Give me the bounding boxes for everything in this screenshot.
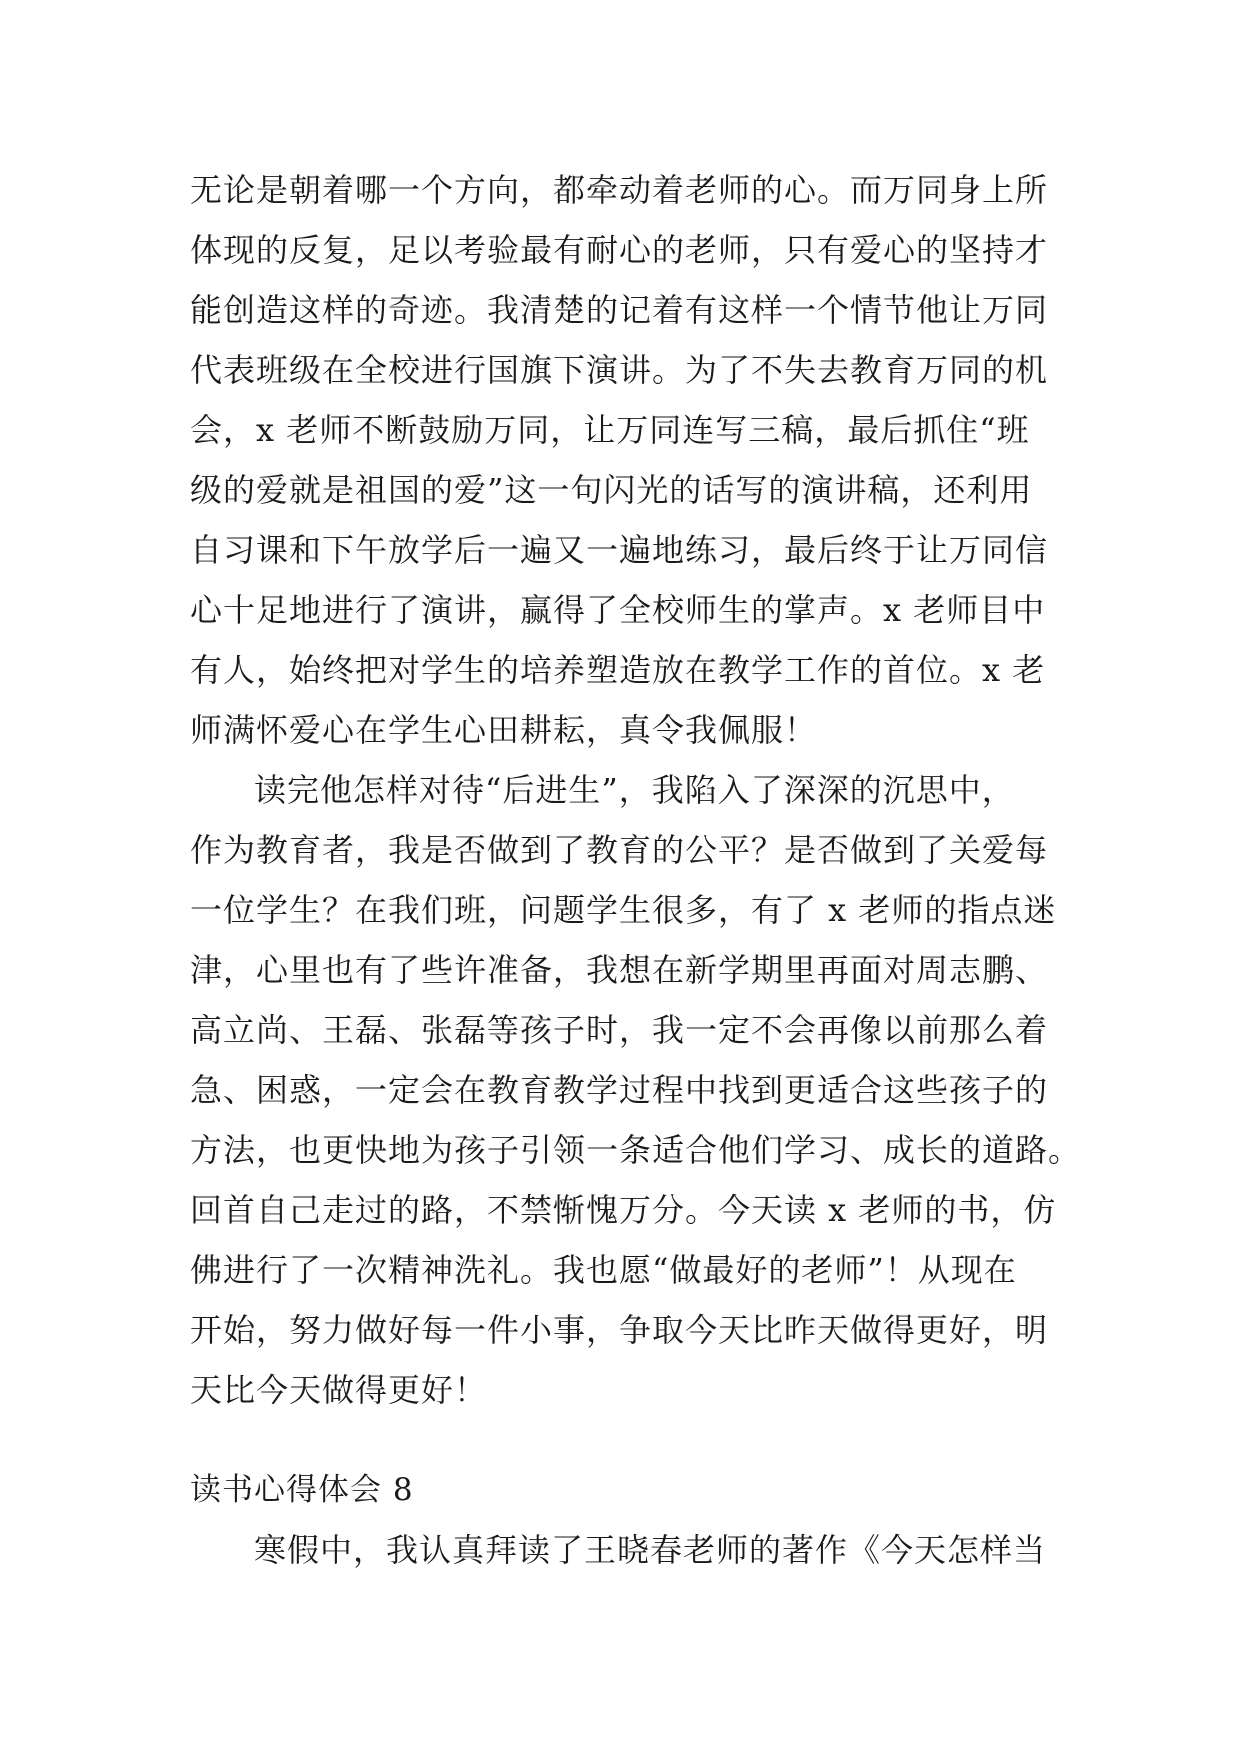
text-line: 开始，努力做好每一件小事，争取今天比昨天做得更好，明 [190,1311,1049,1349]
text-line: 读完他怎样对待“后进生”，我陷入了深深的沉思中， [254,771,1015,809]
text-line: 寒假中，我认真拜读了王晓春老师的著作《今天怎样当 [254,1531,1047,1569]
text-line: 作为教育者，我是否做到了教育的公平？是否做到了关爱每 [190,831,1049,869]
paragraph-2 [190,760,1082,1420]
document-body [190,160,1082,1580]
text-line: 回首自己走过的路，不禁惭愧万分。今天读 x 老师的书，仿 [190,1191,1057,1229]
paragraph-1 [190,160,1060,760]
text-line: 方法，也更快地为孩子引领一条适合他们学习、成长的道路。 [190,1131,1082,1169]
text-line: 代表班级在全校进行国旗下演讲。为了不失去教育万同的机 [190,351,1049,389]
text-line: 天比今天做得更好！ [190,1371,488,1409]
text-line: 心十足地进行了演讲，赢得了全校师生的掌声。x 老师目中 [190,591,1046,629]
text-line: 津，心里也有了些许准备，我想在新学期里再面对周志鹏、 [190,951,1049,989]
text-line: 体现的反复，足以考验最有耐心的老师，只有爱心的坚持才 [190,231,1049,269]
text-line: 急、困惑，一定会在教育教学过程中找到更适合这些孩子的 [190,1071,1049,1109]
section-heading: 读书心得体会 8 [190,1472,414,1508]
text-line: 无论是朝着哪一个方向，都牵动着老师的心。而万同身上所 [190,171,1049,209]
text-line: 一位学生？在我们班，问题学生很多，有了 x 老师的指点迷 [190,891,1057,929]
section-spacer [190,1420,1060,1460]
text-line: 会，x 老师不断鼓励万同，让万同连写三稿，最后抓住“班 [190,411,1030,449]
paragraph-3 [190,1520,1060,1580]
text-line: 高立尚、王磊、张磊等孩子时，我一定不会再像以前那么着 [190,1011,1049,1049]
text-line: 有人，始终把对学生的培养塑造放在教学工作的首位。x 老 [190,651,1046,689]
text-line: 佛进行了一次精神洗礼。我也愿“做最好的老师”！从现在 [190,1251,1017,1289]
text-line: 自习课和下午放学后一遍又一遍地练习，最后终于让万同信 [190,531,1049,569]
text-line: 能创造这样的奇迹。我清楚的记着有这样一个情节他让万同 [190,291,1049,329]
text-line: 级的爱就是祖国的爱”这一句闪光的话写的演讲稿，还利用 [190,471,1033,509]
text-line: 师满怀爱心在学生心田耕耘，真令我佩服！ [190,711,818,749]
